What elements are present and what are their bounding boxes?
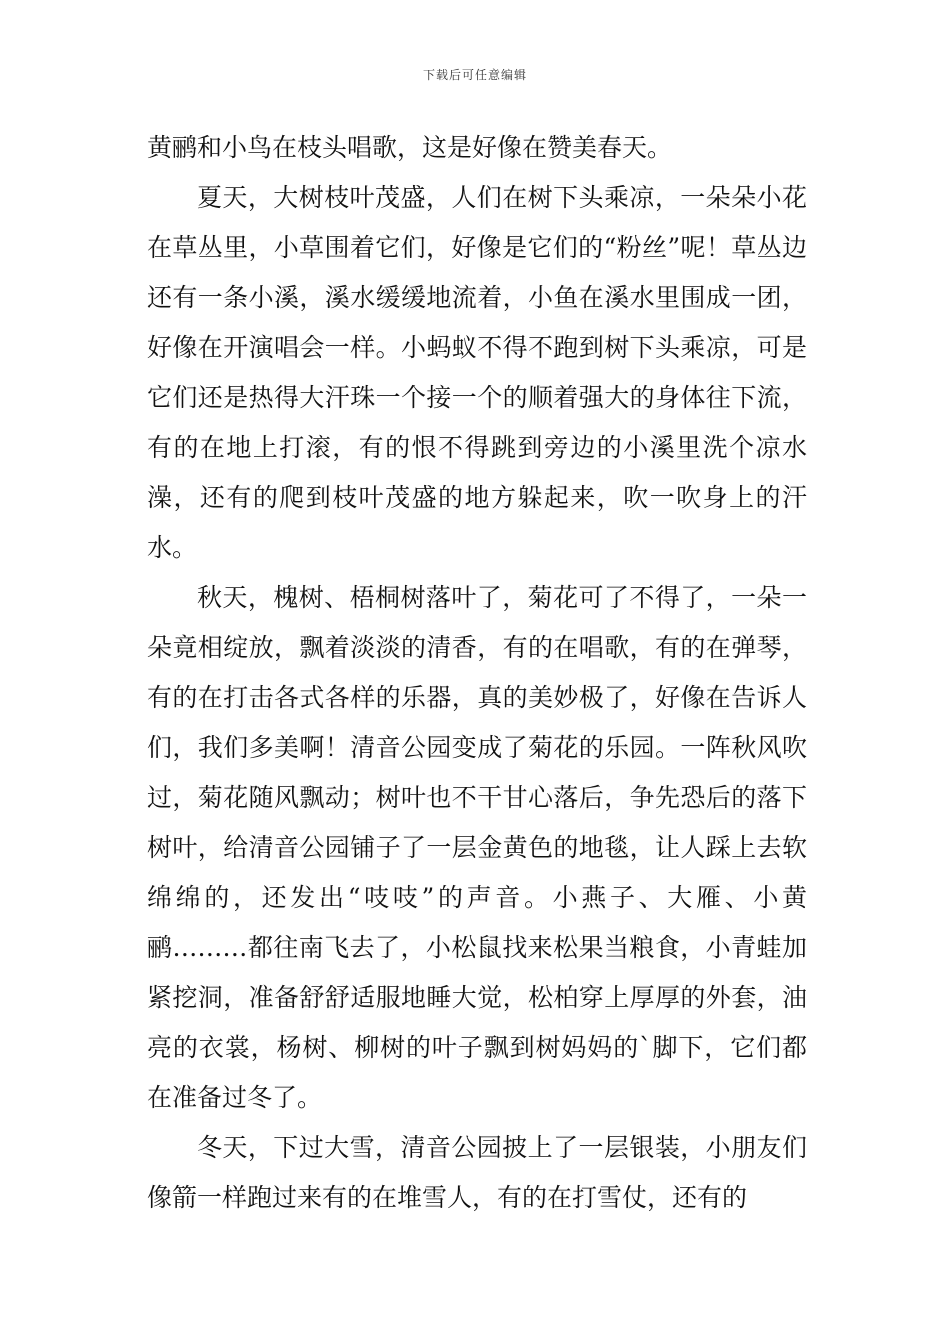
body-text bbox=[147, 123, 807, 1223]
paragraph-spring-end: 黄鹂和小鸟在枝头唱歌，这是好像在赞美春天。 bbox=[147, 133, 673, 162]
page-header: 下载后可任意编辑 bbox=[422, 68, 527, 82]
paragraph-winter: 冬天，下过大雪，清音公园披上了一层银装，小朋友们像箭一样跑过来有的在堆雪人，有的在打雪仗，还有的 bbox=[147, 1133, 807, 1212]
paragraph-summer: 夏天，大树枝叶茂盛，人们在树下头乘凉，一朵朵小花在草丛里，小草围着它们，好像是它们的“粉丝”呢！草丛边还有一条小溪，溪水缓缓地流着，小鱼在溪水里围成一团，好像在开演唱会一样。小蚂蚁不得不跑到树下头乘凉，可是它们还是热得大汗珠一个接一个的顺着强大的身体往下流，有的在地上打滚，有的恨不得跳到旁边的小溪里洗个凉水澡，还有的爬到枝叶茂盛的地方躲起来，吹一吹身上的汗水。 bbox=[147, 183, 807, 562]
paragraph-autumn: 秋天，槐树、梧桐树落叶了，菊花可了不得了，一朵一朵竟相绽放，飘着淡淡的清香，有的在唱歌，有的在弹琴，有的在打击各式各样的乐器，真的美妙极了，好像在告诉人们，我们多美啊！清音公园变成了菊花的乐园。一阵秋风吹过，菊花随风飘动；树叶也不干甘心落后，争先恐后的落下树叶，给清音公园铺子了一层金黄色的地毯，让人踩上去软绵绵的，还发出“吱吱”的声音。小燕子、大雁、小黄鹂………都往南飞去了，小松鼠找来松果当粮食，小青蛙加紧挖洞，准备舒舒适服地睡大觉，松柏穿上厚厚的外套，油亮的衣裳，杨树、柳树的叶子飘到树妈妈的`脚下，它们都在准备过冬了。 bbox=[147, 583, 807, 1112]
